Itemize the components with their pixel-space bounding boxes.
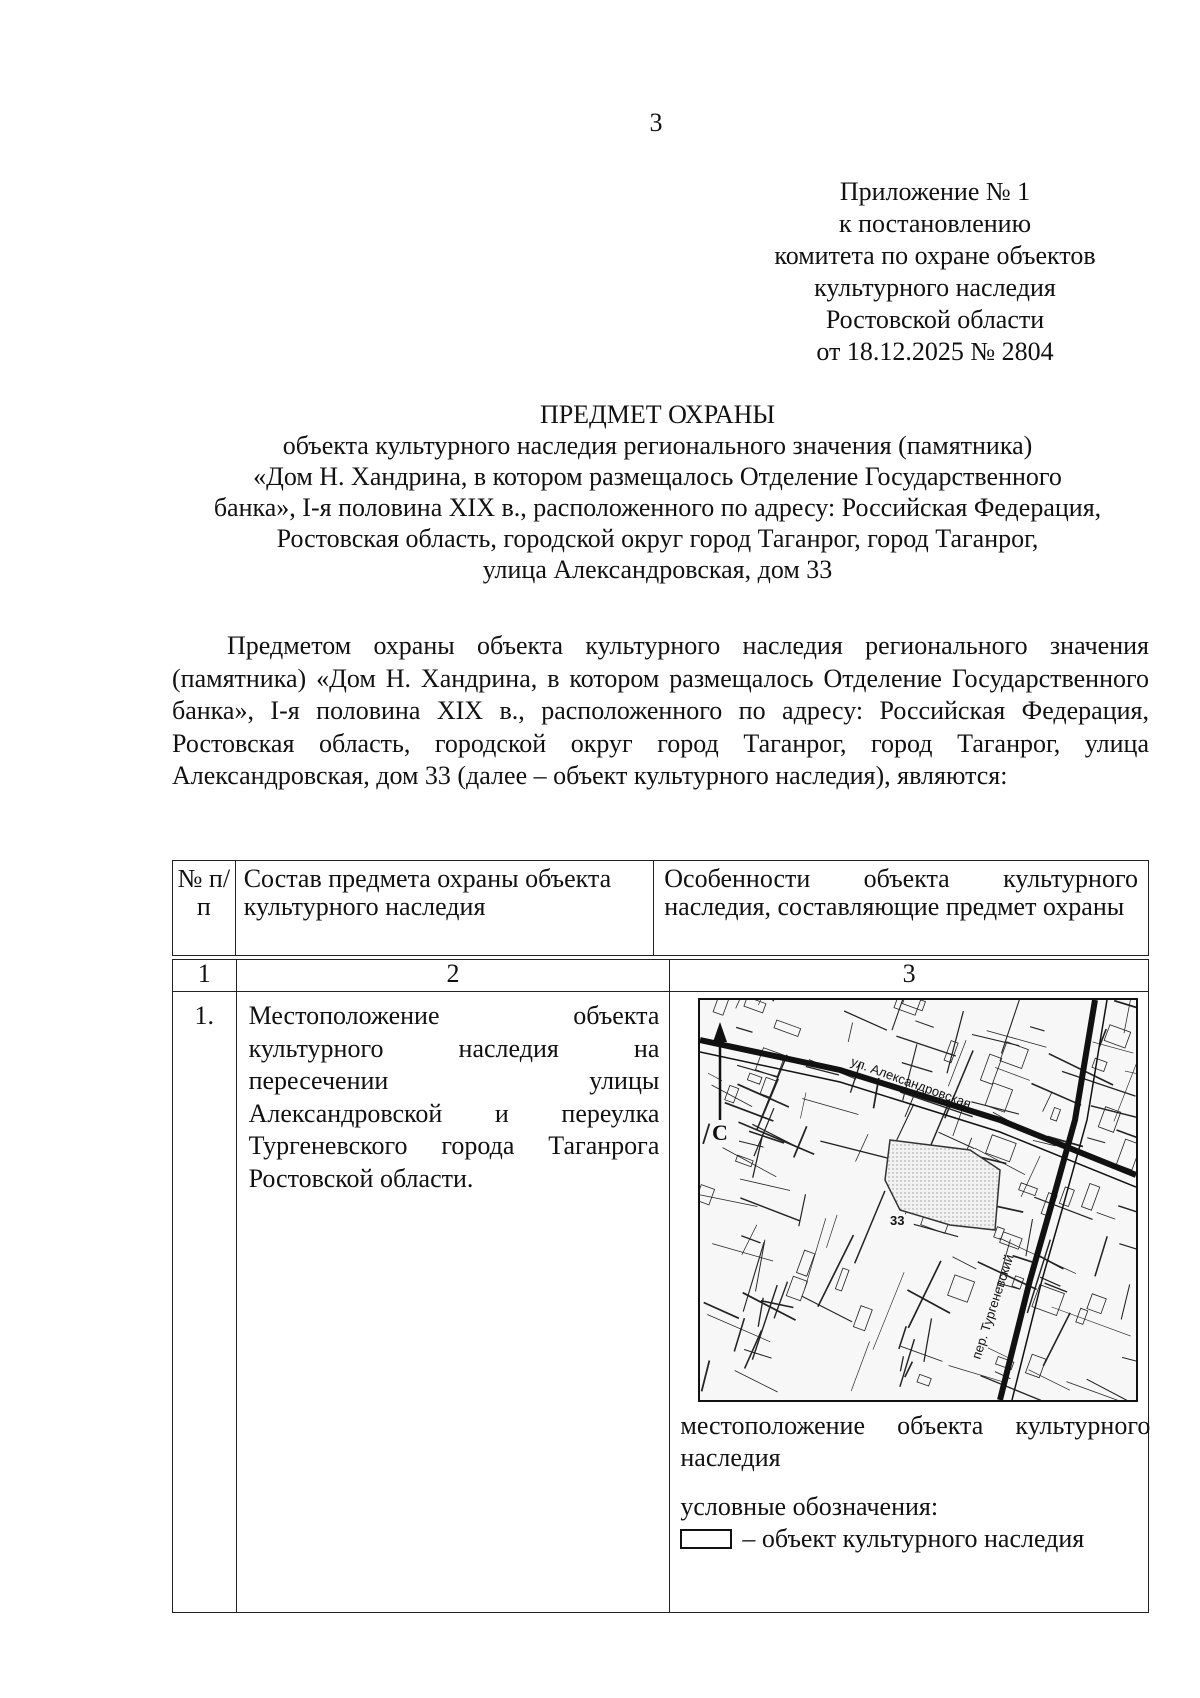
row-number: 1. xyxy=(173,992,237,1613)
page-number: 3 xyxy=(649,108,663,137)
header-cell-composition xyxy=(235,861,654,956)
header-number-label: № п/п xyxy=(177,864,231,921)
north-label: С xyxy=(712,1120,729,1145)
legend-item xyxy=(680,1524,1084,1554)
row-composition: Местоположение объекта культурного наследия на пересечении улицы Александровской и переулка Тургеневского города Таганрога Ростовской области. xyxy=(236,992,670,1613)
title-line: улица Александровская, дом 33 xyxy=(482,555,833,584)
legend-item-label: – объект культурного наследия xyxy=(742,1524,1085,1553)
appendix-line: Ростовской области xyxy=(825,305,1045,334)
column-number: 2 xyxy=(236,960,670,992)
table-header xyxy=(172,860,1149,956)
appendix-line: к постановлению xyxy=(838,209,1032,238)
location-map xyxy=(698,998,1138,1402)
document-title xyxy=(165,399,1150,585)
title-line: «Дом Н. Хандрина, в котором размещалось Отделение Государственного xyxy=(253,462,1062,491)
column-number: 3 xyxy=(670,960,1149,992)
header-cell-number xyxy=(173,861,236,956)
appendix-line: Приложение № 1 xyxy=(839,177,1031,206)
protection-table xyxy=(172,959,1149,1613)
table-row xyxy=(173,992,1149,1613)
row-features xyxy=(670,992,1149,1613)
header-cell-features xyxy=(654,861,1149,956)
street-label: ул. Александровская xyxy=(849,1053,974,1112)
appendix-line: комитета по охране объектов xyxy=(774,241,1096,270)
title-line: объекта культурного наследия регионального значения (памятника) xyxy=(282,431,1033,460)
title-line: банка», I-я половина XIX в., расположенного по адресу: Российская Федерация, xyxy=(213,493,1102,522)
map-caption: местоположение объекта культурного наследия xyxy=(680,1411,1151,1472)
appendix-line: от 18.12.2025 № 2804 xyxy=(816,337,1054,366)
column-number-row xyxy=(173,960,1149,992)
header-composition-label: Состав предмета охраны объекта культурного наследия xyxy=(243,864,612,921)
appendix-line: культурного наследия xyxy=(814,273,1056,302)
header-features-label: Особенности объекта культурного наследия, составляющие предмет охраны xyxy=(664,864,1138,921)
street-label: пер. Тургеневский xyxy=(968,1252,1017,1361)
appendix-block xyxy=(760,176,1110,368)
legend-title: условные обозначения: xyxy=(680,1492,939,1521)
title-heading: ПРЕДМЕТ ОХРАНЫ xyxy=(539,400,776,429)
title-line: Ростовская область, городской округ город Таганрог, город Таганрог, xyxy=(276,524,1039,553)
cadastral-map-image xyxy=(700,1000,1136,1400)
intro-paragraph: Предметом охраны объекта культурного наследия регионального значения (памятника) «Дом Н. Хандрина, в котором размещалось Отделение Государственного банка», I-я половина XIX в., расположенного по адресу: Российская Федерация, Ростовская область, городской округ город Таганрог, город Таганрог, улица Александровская, дом 33 (далее – объект культурного наследия), являются: xyxy=(172,631,1149,790)
building-number-label: 33 xyxy=(890,1213,905,1228)
column-number: 1 xyxy=(173,960,237,992)
legend-swatch-icon xyxy=(680,1529,732,1549)
